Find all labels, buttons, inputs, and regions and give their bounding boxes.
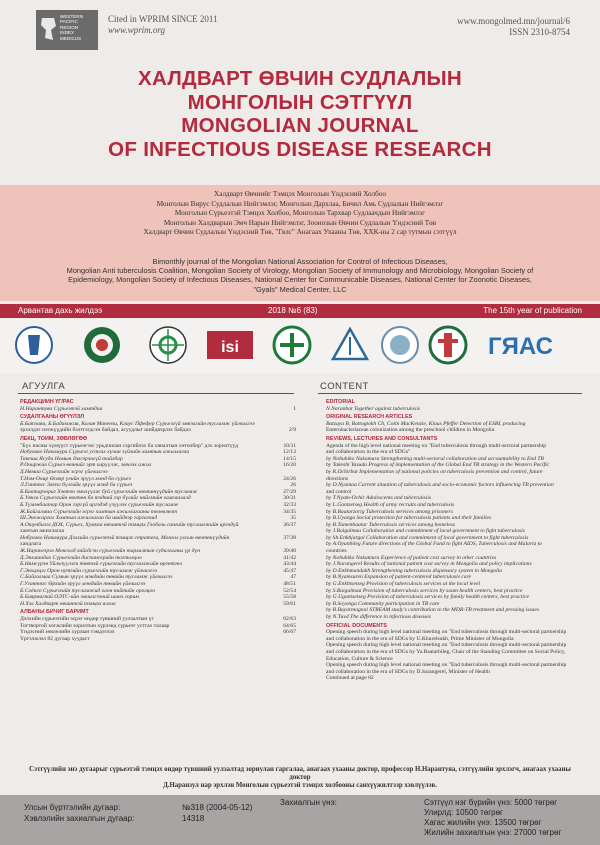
toc-text: by B.Baatarzorig Tuberculosis services among prisoners [326,508,453,515]
toc-text: and collaboration in the era of SDGs by U.Khurelsukh, Prime Minister of Mongolia [326,635,514,642]
toc-text: by L.Gantsetseg Health of army recruits and tuberculosis [326,501,455,508]
toc-section [20,399,296,406]
toc-entry[interactable] [20,476,296,483]
single-price: Сэтгүүл нэг бүрийн үнэ: 5000 төгрөг [424,798,558,807]
toc-text: by B.Soyonga Community participation in TB care [326,600,440,607]
toc-entry[interactable] [326,568,584,575]
toc-entry[interactable] [20,581,296,588]
toc-entry[interactable] [326,443,584,450]
toc-entry[interactable] [20,406,296,413]
reg-value: №318 (2004-05-12) [182,803,253,812]
toc-entry[interactable] [326,636,584,643]
toc-text: and collaboration in the era of SDGs" [326,449,411,456]
toc-entry[interactable] [326,489,584,496]
toc-entry[interactable] [326,509,584,516]
toc-entry[interactable] [20,541,296,548]
toc-text: Б.Соёнго Сүрьеэгийн тусламжид олон нийтийн оролцоо [20,587,156,594]
toc-text: Б.Уянга Сүрьеэгийн өвчтөн ба тэдний гэр бүлийг нийгмийн хамгаалалд [20,495,191,502]
toc-text: Д.Энхмандах Сүрьеэгийн диспансерийн тогтолцоо [20,554,142,561]
toc-entry[interactable] [326,675,584,682]
toc-text: by Nobuhiko Nakamura Strengthening multi-sectoral collaboration and accountability to End TB [326,455,544,462]
toc-entry[interactable] [326,528,584,535]
toc-entry[interactable] [326,449,584,456]
zoonotic-logo-icon [428,325,468,365]
toc-entry[interactable] [20,555,296,562]
toc-page-number: 24/26 [283,475,296,482]
toc-entry[interactable] [326,482,584,489]
toc-section [326,436,584,443]
issue-year-en: The 15th year of publication [483,306,582,315]
toc-entry[interactable] [20,522,296,529]
toc-page-number: 55/58 [283,594,296,601]
wprim-link[interactable]: www.wprim.org [108,25,166,35]
toc-text: АЛБАНЫ БИЧИГ БАРИМТ [20,609,89,616]
toc-section [20,436,296,443]
toc-entry[interactable] [20,561,296,568]
wprim-map-icon [40,16,58,42]
toc-text: Agenda of the high level national meeting on "End tuberculosis through multi-sectoral partnership [326,442,547,449]
toc-text: Д.Нямаа Сүрьеэгийн эсрэг үйлчилгээ [20,468,108,475]
toc-entry[interactable] [20,594,296,601]
toc-page-number: 12/13 [283,449,296,456]
quarter-price: Улирлд: 10500 төгрөг [424,808,503,817]
contents-heading-en: CONTENT [320,381,369,392]
toc-entry[interactable] [326,561,584,568]
toc-text: ЛЕКЦ, ТОЙМ, ЗӨВЛӨГӨӨ [20,435,88,442]
toc-entry[interactable] [326,406,584,413]
index-value: 14318 [182,814,205,823]
publisher-line-mn: Монголын Сүрьеэтэй Тэмцэх Холбоо, Монголын Тархвар Судлаачдын Нийгэмлэг [174,209,426,218]
toc-section [326,414,584,421]
toc-text: Opening speech during high level national meeting on "End tuberculosis through multi-sectoral partnership [326,662,567,669]
contents-list-mn [20,397,296,642]
note-line-1: Сэтгүүлийн энэ дугаарыг сүрьеэтэй тэмцэх өндөр түвшний уулзалтад зориулан гаргалаа, анагаах ухааны доктор, профессор Н.Нарантуяа, сэтгүүлийн эрхлэгч, анагаах ухааны доктор [29,766,571,781]
index-label: Хэвлэлийн захиалгын дугаар: [24,814,135,823]
toc-page-number: 34/35 [283,508,296,515]
wprim-logo [36,10,98,50]
toc-text: by J.Baigalmaa Collaboration and commitment of local government to fight tuberculosis [326,528,525,535]
toc-entry[interactable] [20,456,296,463]
toc-text: Үргэлжлэл 82 дугаар хуудаст [20,635,90,642]
toc-entry[interactable] [326,629,584,636]
cited-in [108,14,218,36]
toc-entry[interactable] [20,568,296,575]
toc-text: Opening speech during high level national meeting on "End tuberculosis through multi-sectoral partnership [326,642,567,649]
toc-text: РЕДАКЦИЙН ҮГ/РАС [20,399,74,405]
epidemiology-logo-icon [272,325,312,365]
toc-text: Opening speech during high level national meeting on "End tuberculosis through multi-sectoral partnership [326,629,567,636]
contents-rule-mn [18,393,294,394]
toc-text: Нобухико Накамура Дэлхийн сүрьеэтэй тэмцэх стратеги, Монгол улсын өвчтөнүүдийн [20,534,230,541]
toc-page-number: 35 [290,515,296,522]
ncid-logo-icon [14,325,54,365]
toc-text: А.Оюунбилэг ДОХ, Сүрьеэ, Хумхаа өвчинтэй тэмцэх Глобаль сангийн тусламжийн ирээдүй [20,521,239,528]
reg-label: Улсын бүртгэлийн дугаар: [24,803,121,812]
isi-logo-icon [205,325,255,365]
toc-page-number: 30/31 [283,495,296,502]
toc-entry[interactable] [326,515,584,522]
toc-entry[interactable] [20,427,296,434]
toc-text: Б.Баярмагнай ОЭТС-ийн эмчилгээний шинэ горим [20,594,139,601]
toc-entry[interactable] [326,427,584,434]
toc-entry[interactable] [326,421,584,428]
publisher-line-en: Mongolian Anti tuberculosis Coalition, Mongolian Society of Virology, Mongolian Society of Immunology and Microbiology, Mongolian Society of [66,266,534,276]
toc-text: Ш.Энхжаргал Хамтын ажиллагаа ба шийдвэр гаргагчид [20,515,158,522]
toc-entry[interactable] [326,607,584,614]
toc-page-number: 1 [293,405,296,412]
toc-entry[interactable] [326,456,584,463]
toc-entry[interactable] [20,623,296,630]
toc-text: Continued at page 82 [326,675,374,682]
toc-text: Тогтвортой хөгжлийн зорилтын хүрээнд сүрьеэг устгах талаар [20,622,170,629]
toc-text: ORIGINAL RESEARCH ARTICLES [326,414,413,421]
title-line-1: ХАЛДВАРТ ӨВЧИН СУДЛАЛЫН [138,67,462,90]
toc-page-number: 64/65 [283,622,296,629]
toc-entry[interactable] [20,462,296,469]
toc-text: Б.Батзаяа, Б.Бадамжав, Колин Макензи, Клаус Пфефер Сүрьеэгүй эмнэлгийн тусламж үйлчилгээ [20,420,255,427]
toc-text: countries [326,548,347,555]
toc-page-number: 41/42 [283,554,296,561]
toc-page-number: 2/9 [288,427,296,434]
toc-entry[interactable] [326,662,584,669]
toc-page-number: 37/38 [283,534,296,541]
toc-text: by B.Nyamsuren Expansion of patient-centered tuberculosis care [326,574,472,581]
logo-text-line: REGION [60,24,79,30]
toc-entry[interactable] [326,469,584,476]
toc-text: by D.Enkhmandakh Strengthening tuberculosis dispensary system in Mongolia [326,567,503,574]
toc-text: by Nobuhiko Nakamura Experience of patient cost survey in other countries [326,554,497,561]
coalition-logo-icon [82,325,122,365]
toc-text: СУДАЛГААНЫ ӨГҮҮЛЭЛ [20,414,85,421]
toc-text: Б.Нямсүрэн Үйлчлүүлэгч төвтэй сүрьеэгийн тусламжийн өргөтгөл [20,561,182,568]
toc-entry[interactable] [20,528,296,535]
toc-page-number: 32/33 [283,501,296,508]
toc-text: Н.Нарантуяа Сүрьеэтэй хамтдаа [20,405,103,412]
publisher-line-mn: Монголын Халдварын Эмч Нарын Нийгэмлэг, Зоонозын Өвчин Судлалын Үндэсний Төв [163,218,437,227]
publisher-line-mn: Халдварт Өвчнийг Тэмцэх Монголын Үндэсний Холбоо [214,190,386,198]
nccd-logo-icon [380,325,420,365]
toc-text: by B.Tumenbaatar Tuberculosis services among homeless [326,521,456,528]
toc-text: by S.Baigalmaa Provision of tuberculosis services by soum health centers, best practice [326,587,523,594]
toc-text: and collaboration in the era of SDGs by D.Sarangerel, Minister of Health [326,668,490,675]
toc-entry[interactable] [326,614,584,621]
toc-text: by J.Narangerel Results of national patient cost survey in Mongolia and policy implications [326,561,532,568]
toc-text: Enterobacteriaceae colonization among the preschool children in Mongolia [326,427,495,434]
half-year-price: Хагас жилийн үнэ: 13500 төгрөг [424,818,542,827]
subscription-title: Захиалгын үнэ: [280,798,337,807]
toc-entry[interactable] [326,462,584,469]
issue-bar [0,304,600,318]
publishers-mongolian [0,190,600,238]
toc-text: by G.Enkhtsetseg Provision of tuberculosis services at the local level [326,581,480,588]
issn: ISSN 2310-8754 [509,27,570,37]
toc-entry[interactable] [326,588,584,595]
publisher-line-en: Epidemiology, Mongolian Society of Infectious Diseases, National Center for Communicable Diseases, National Center for Zoonotic Diseases, [68,275,532,285]
toc-entry[interactable] [326,642,584,649]
cited-text: Cited in WPRIM SINCE 2011 [108,14,218,24]
title-line-4: OF INFECTIOUS DISEASE RESEARCH [108,137,492,161]
toc-text: by B.Bayarmagnai STREAM study's contribution to the MDR-TB treatment and pressing issues [326,607,540,614]
logo-text-line: MEDICUS [60,35,82,41]
toc-entry[interactable] [20,495,296,502]
note-line-2: Д.Наранзул нар эрхлэн Монголын сүрьеэтэй тэмцэх холбооны санхүүжилтээр хэвлүүлэв. [163,782,437,789]
toc-page-number: 43/44 [283,561,296,568]
toc-text: Ж.Байгалмаа Сүрьеэгийн эсрэг хамтын ажиллагааны төлөвлөлт [20,508,178,515]
toc-page-number: 62/63 [283,616,296,622]
toc-text: OFFICIAL DOCUMENTS [326,622,387,629]
toc-text: by B.Uyanga Social protection for tuberculosis patients and their families [326,515,492,522]
toc-entry[interactable] [20,469,296,476]
toc-entry[interactable] [20,574,296,581]
toc-entry[interactable] [326,476,584,483]
toc-text: by T.Nyam-Ochir Adolescents and tuberculosis [326,495,432,502]
toc-page-number: 27/29 [283,488,296,495]
toc-text: directions [326,475,349,482]
toc-entry[interactable] [326,535,584,542]
contents-rule-en [318,393,582,394]
toc-text: Б.Түмэнбаатар Орон гэргүй иргэдэд үзүүлэх сүрьеэгийн тусламж [20,501,179,508]
toc-entry[interactable] [20,616,296,623]
toc-text: Education, Culture & Science [326,655,393,662]
toc-entry[interactable] [326,581,584,588]
toc-entry[interactable] [326,669,584,676]
toc-entry[interactable] [20,421,296,428]
publisher-line-en: "Gyals" Medical Center, LLC [253,284,347,294]
toc-text: and control [326,488,352,495]
toc-entry[interactable] [20,509,296,516]
toc-page-number: 47 [290,574,296,581]
toc-page-number: 45/47 [283,567,296,574]
toc-text: Н.Хэл Халдварт өвчинтэй тэмцэх ялгаа [20,600,116,607]
toc-entry[interactable] [20,502,296,509]
publisher-line-mn: Халдварт Өвчин Судлалын Үндэсний Төв, "Гялс" Анагаах Ухааны Төв, ХХК-ны 2 сар тутмын сэтгүүл [143,228,457,237]
contents-list-en [326,397,584,682]
toc-text: Р.Очиржав Сүрьеэ өвчнийг эрт илрүүлж, эмчлэх ажил [20,462,152,469]
toc-entry[interactable] [326,601,584,608]
virology-logo-icon [148,325,188,365]
toc-text: by R.Ochirbat Implementation of national policies on tuberculosis prevention and control, future [326,468,543,475]
toc-section [326,399,584,406]
toc-text: and collaboration in the era of SDGs by Ya.Baatarbileg, Chair of the Standing Committee on Social Policy, [326,648,566,655]
year-price: Жилийн захиалгын үнэ: 27000 төгрөг [424,828,562,837]
logo-text-line: INDEX [60,30,75,36]
journal-info [457,16,570,38]
toc-page-number: 39/40 [283,548,296,555]
toc-text: хандлага [20,541,42,548]
toc-section [20,414,296,421]
toc-text: Г.Энхцэцэг Орон нутгийн сүрьеэгийн тусламж үйлчилгээ [20,567,158,574]
issue-year-mn: Арвантав дахь жилдээ [18,306,103,315]
infectious-disease-logo-icon [330,325,370,365]
toc-text: by A.Oyunbileg Future directions of the Global Fund to fight AIDS, Tuberculosis and Malaria to [326,541,543,548]
toc-text: N.Naranbat Together against tuberculosis [326,405,421,412]
publisher-line-mn: Монголын Вирус Судлалын Нийгэмлэг, Монголын Дархлаа, Бичил Амь Судлалын Нийгэмлэг [156,199,444,208]
contents-heading-mn: АГУУЛГА [22,381,66,392]
toc-entry[interactable] [20,629,296,636]
logo-text-line: PACIFIC [60,19,78,25]
toc-page-number: 59/61 [283,600,296,607]
toc-entry[interactable] [326,548,584,555]
toc-entry[interactable] [20,443,296,450]
gyals-logo: ГЯАС [488,333,553,360]
toc-entry[interactable] [326,656,584,663]
partner-logos [0,319,600,374]
toc-text: С.Байгалмаа Сүмын эрүүл мэндийн төвийн тусламж үйлчилгээ [20,574,173,581]
toc-text: Л.Гантөгс Эмзэг бүлгийн эрүүл мэнд ба сүрьеэ [20,482,133,489]
toc-text: by Sh.Enkhjargal Collaboration and commitment of local government to fight tuberculosis [326,534,529,541]
toc-page-number: 10/11 [283,442,296,449]
toc-section [20,609,296,616]
toc-entry[interactable] [326,502,584,509]
toc-text: by G.Ugantsetseg Provision of tuberculosis services by family health centers, best practice [326,594,529,601]
toc-entry[interactable] [20,535,296,542]
toc-entry[interactable] [326,555,584,562]
journal-link[interactable]: www.mongolmed.mn/journal/6 [457,16,570,26]
wprim-logo-text [60,14,83,41]
toc-text: эрхэлдэг нэгжүүдийн бэлтгэгдсэн байдал, асуудлыг шийдвэрлэх байдал [20,427,191,434]
toc-entry[interactable] [326,541,584,548]
toc-entry[interactable] [20,482,296,489]
toc-page-number: 66/67 [283,629,296,636]
toc-text: "Бүх насны хүмүүст сүрьеэгээс урьдчилан сэргийлэх ба хяналтын хөтөлбөр" дэх зорилтууд [20,442,238,449]
toc-text: Такеши Ясуда Номын дэлгэрэнгүй тайлбар [20,455,123,462]
toc-text: by D.Nyamaa Current situation of tuberculosis and socio-economic factors influencing TB prevention [326,482,554,489]
journal-title [0,67,600,161]
toc-text: Ж.Нарангэрэл Монголд хийгдсэн сүрьеэгийн тархалтын судалгааны үр дүн [20,548,200,555]
toc-text: Үндэсний зөвлөлийн хурлын тэмдэглэл [20,629,115,636]
toc-text: Дэлхийн сүрьеэгийн эсрэг өндөр түвшний уулзалтын үг [20,616,154,622]
publisher-line-en: Bimonthly journal of the Mongolian National Association for Control of Infectious Diseases, [152,257,448,266]
toc-page-number: 36/37 [283,521,296,528]
toc-page-number: 26 [290,482,296,489]
toc-entry[interactable] [326,522,584,529]
svg-text:isi: isi [221,339,239,356]
toc-text: by Takeshi Yasuda Progress of implementation of the Global End TB strategy in the Western Pacific [326,462,550,469]
toc-entry[interactable] [20,636,296,643]
toc-text: Б.Баатарзориг Хэвтэн эмчлүүлж буй сүрьеэгийн өвчтөнүүдийн тусламж [20,488,198,495]
toc-page-number: 14/15 [283,455,296,462]
toc-text: REVIEWS, LECTURES AND CONSULTANTS [326,435,438,442]
toc-section [326,623,584,630]
toc-entry[interactable] [20,601,296,608]
toc-text: by N.Tuvd The difference in infectious diseases [326,614,431,620]
toc-entry[interactable] [326,495,584,502]
publisher-band [0,185,600,301]
toc-entry[interactable] [326,574,584,581]
toc-text: Нобухико Накамура Сүрьеэг устгах хүчин зүйлийн хамтын ажиллагаа [20,449,190,456]
toc-page-number: 52/54 [283,587,296,594]
toc-entry[interactable] [20,588,296,595]
toc-entry[interactable] [326,649,584,656]
toc-page-number: 16/20 [283,462,296,469]
title-line-3: MONGOLIAN JOURNAL [181,114,419,137]
toc-text: хамтын ажиллагаа [20,528,65,535]
toc-text: Batzaya B, Battogtokh Ch, Colin MacKenzie, Klaus Pfeffer Detection of ESBL producing [326,420,526,427]
title-line-2: МОНГОЛЫН СЭТГҮҮЛ [187,90,413,114]
toc-text: EDITORIAL [326,399,355,405]
toc-entry[interactable] [326,594,584,601]
logo-text-line: WESTERN [60,14,83,19]
toc-text: Г.Угантөгс Өрхийн эрүүл мэндийн төвийн үйлчилгээ [20,581,146,588]
toc-text: Т.Нэм-Очир Өсвөр үеийн эрүүл мэнд ба сүрьеэ [20,475,131,482]
cover-header [0,0,600,62]
toc-entry[interactable] [20,548,296,555]
toc-entry[interactable] [20,489,296,496]
cover-footer [0,795,600,845]
publishers-english [20,257,580,294]
toc-entry[interactable] [20,449,296,456]
toc-page-number: 48/51 [283,581,296,588]
issue-note [18,766,582,790]
issue-number: 2018 №6 (83) [268,306,318,315]
toc-entry[interactable] [20,515,296,522]
